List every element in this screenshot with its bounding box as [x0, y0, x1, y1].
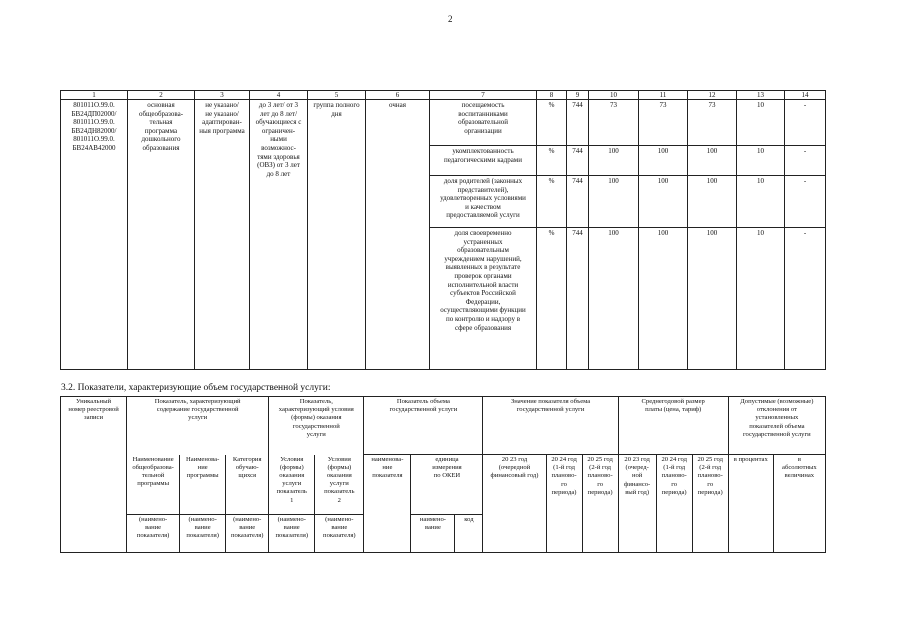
conditions-header: Показатель, характеризующий условия (формы) оказания государственной услуги [269, 397, 364, 455]
unit-name-header: наимено- вание [411, 515, 455, 553]
registry-number-cell: 801011О.99.0. БВ24ДП02000/ 801011О.99.0. БВ24ДН82000/ 801011О.99.0. БВ24АВ42000 [61, 100, 128, 370]
content-header: Показатель, характеризующий содержание государственной услуги [127, 397, 269, 455]
price-year-1-header: 20 23 год (очеред- ной финансо- вый год) [618, 455, 656, 553]
value-cell: 100 [688, 146, 737, 176]
unit-code-header: код [455, 515, 483, 553]
condition-2: Условия (формы) оказания услуги показатель 2 [315, 455, 364, 515]
col-header: 7 [430, 91, 537, 100]
value-cell: 100 [589, 228, 639, 370]
col-header: 1 [61, 91, 128, 100]
group-cell: группа полного дня [308, 100, 366, 370]
price-year-2-header: 20 24 год (1-й год планово- го периода) [656, 455, 692, 553]
value-cell: 10 [737, 100, 785, 146]
value-cell: - [785, 146, 826, 176]
value-cell: 73 [639, 100, 688, 146]
quality-indicators-table [60, 90, 826, 370]
year-3-header: 20 25 год (2-й год планово- го периода) [582, 455, 618, 553]
value-cell: 10 [737, 176, 785, 228]
code-cell: 744 [567, 176, 589, 228]
section-title: 3.2. Показатели, характеризующие объем государственной услуги: [61, 383, 331, 393]
value-cell: 10 [737, 228, 785, 370]
col-header: 11 [639, 91, 688, 100]
value-cell: 100 [589, 146, 639, 176]
header-numbers-row [61, 91, 826, 100]
deviation-percent-header: в процентах [728, 455, 773, 553]
form-cell: очная [366, 100, 430, 370]
value-cell: 100 [639, 176, 688, 228]
value-header: Значение показателя объема государственной услуги [483, 397, 618, 455]
value-cell: - [785, 228, 826, 370]
value-cell: 100 [589, 176, 639, 228]
col-header: 14 [785, 91, 826, 100]
col-header: 9 [567, 91, 589, 100]
indicator-name: доля своевременно устраненных образовательным учреждением нарушений, выявленных в результате проверок органами исполнительной власти субъектов Российской Федерации, осуществляющими функции по контролю и надзору в сфере образования [430, 228, 537, 370]
deviation-header: Допустимые (возможные) отклонения от установленных показателей объема государственной услуги [728, 397, 825, 455]
page-number: 2 [448, 14, 453, 24]
value-cell: 100 [639, 228, 688, 370]
category-cell: до 3 лет/ от 3 лет до 8 лет/ обучающиеся с ограничен- ными возможнос- тями здоровья (ОВЗ) от 3 лет до 8 лет [250, 100, 308, 370]
value-cell: - [785, 100, 826, 146]
value-cell: 10 [737, 146, 785, 176]
code-cell: 744 [567, 146, 589, 176]
col-header: 3 [195, 91, 250, 100]
col-header: 12 [688, 91, 737, 100]
value-cell: 100 [639, 146, 688, 176]
volume-name-header: наименова- ние показателя [364, 455, 411, 553]
placeholder-label: (наимено- вание показателя) [315, 515, 364, 553]
content-name-1: Наименование общеобразова- тельной программы [127, 455, 180, 515]
price-header: Среднегодовой размер платы (цена, тариф) [618, 397, 728, 455]
table-header-row [61, 455, 826, 515]
placeholder-label: (наимено- вание показателя) [180, 515, 226, 553]
code-cell: 744 [567, 100, 589, 146]
volume-indicators-table [60, 396, 826, 553]
year-1-header: 20 23 год (очередной финансовый год) [483, 455, 546, 553]
condition-1: Условия (формы) оказания услуги показатель 1 [269, 455, 315, 515]
content-name-3: Категория обучаю- щихся [226, 455, 269, 515]
unit-cell: % [537, 228, 567, 370]
program-cell: основная общеобразова- тельная программа дошкольного образования [128, 100, 195, 370]
col-header: 10 [589, 91, 639, 100]
col-header: 6 [366, 91, 430, 100]
deviation-absolute-header: в абсолютных величинах [773, 455, 825, 553]
value-cell: 73 [589, 100, 639, 146]
indicator-name: посещаемость воспитанниками образовательной организации [430, 100, 537, 146]
value-cell: 100 [688, 228, 737, 370]
unit-cell: % [537, 176, 567, 228]
indicator-name: доля родителей (законных представителей), удовлетворенных условиями и качеством предоставляемой услуги [430, 176, 537, 228]
unique-number-header: Уникальный номер реестровой записи [61, 397, 127, 553]
table-row [61, 100, 826, 146]
price-year-3-header: 20 25 год (2-й год планово- го периода) [692, 455, 728, 553]
indicator-name: укомплектованность педагогическими кадрами [430, 146, 537, 176]
value-cell: - [785, 176, 826, 228]
placeholder-label: (наимено- вание показателя) [269, 515, 315, 553]
year-2-header: 20 24 год (1-й год планово- го периода) [546, 455, 582, 553]
program-type-cell: не указано/ не указано/ адаптирован- ныя программа [195, 100, 250, 370]
col-header: 8 [537, 91, 567, 100]
code-cell: 744 [567, 228, 589, 370]
content-name-2: Наименова- ние программы [180, 455, 226, 515]
volume-header: Показатель объема государственной услуги [364, 397, 483, 455]
col-header: 13 [737, 91, 785, 100]
col-header: 2 [128, 91, 195, 100]
volume-unit-header: единица измерения по ОКЕИ [411, 455, 483, 515]
col-header: 5 [308, 91, 366, 100]
unit-cell: % [537, 146, 567, 176]
value-cell: 73 [688, 100, 737, 146]
unit-cell: % [537, 100, 567, 146]
placeholder-label: (наимено- вание показателя) [226, 515, 269, 553]
col-header: 4 [250, 91, 308, 100]
value-cell: 100 [688, 176, 737, 228]
table-header-row [61, 397, 826, 455]
placeholder-label: (наимено- вание показателя) [127, 515, 180, 553]
